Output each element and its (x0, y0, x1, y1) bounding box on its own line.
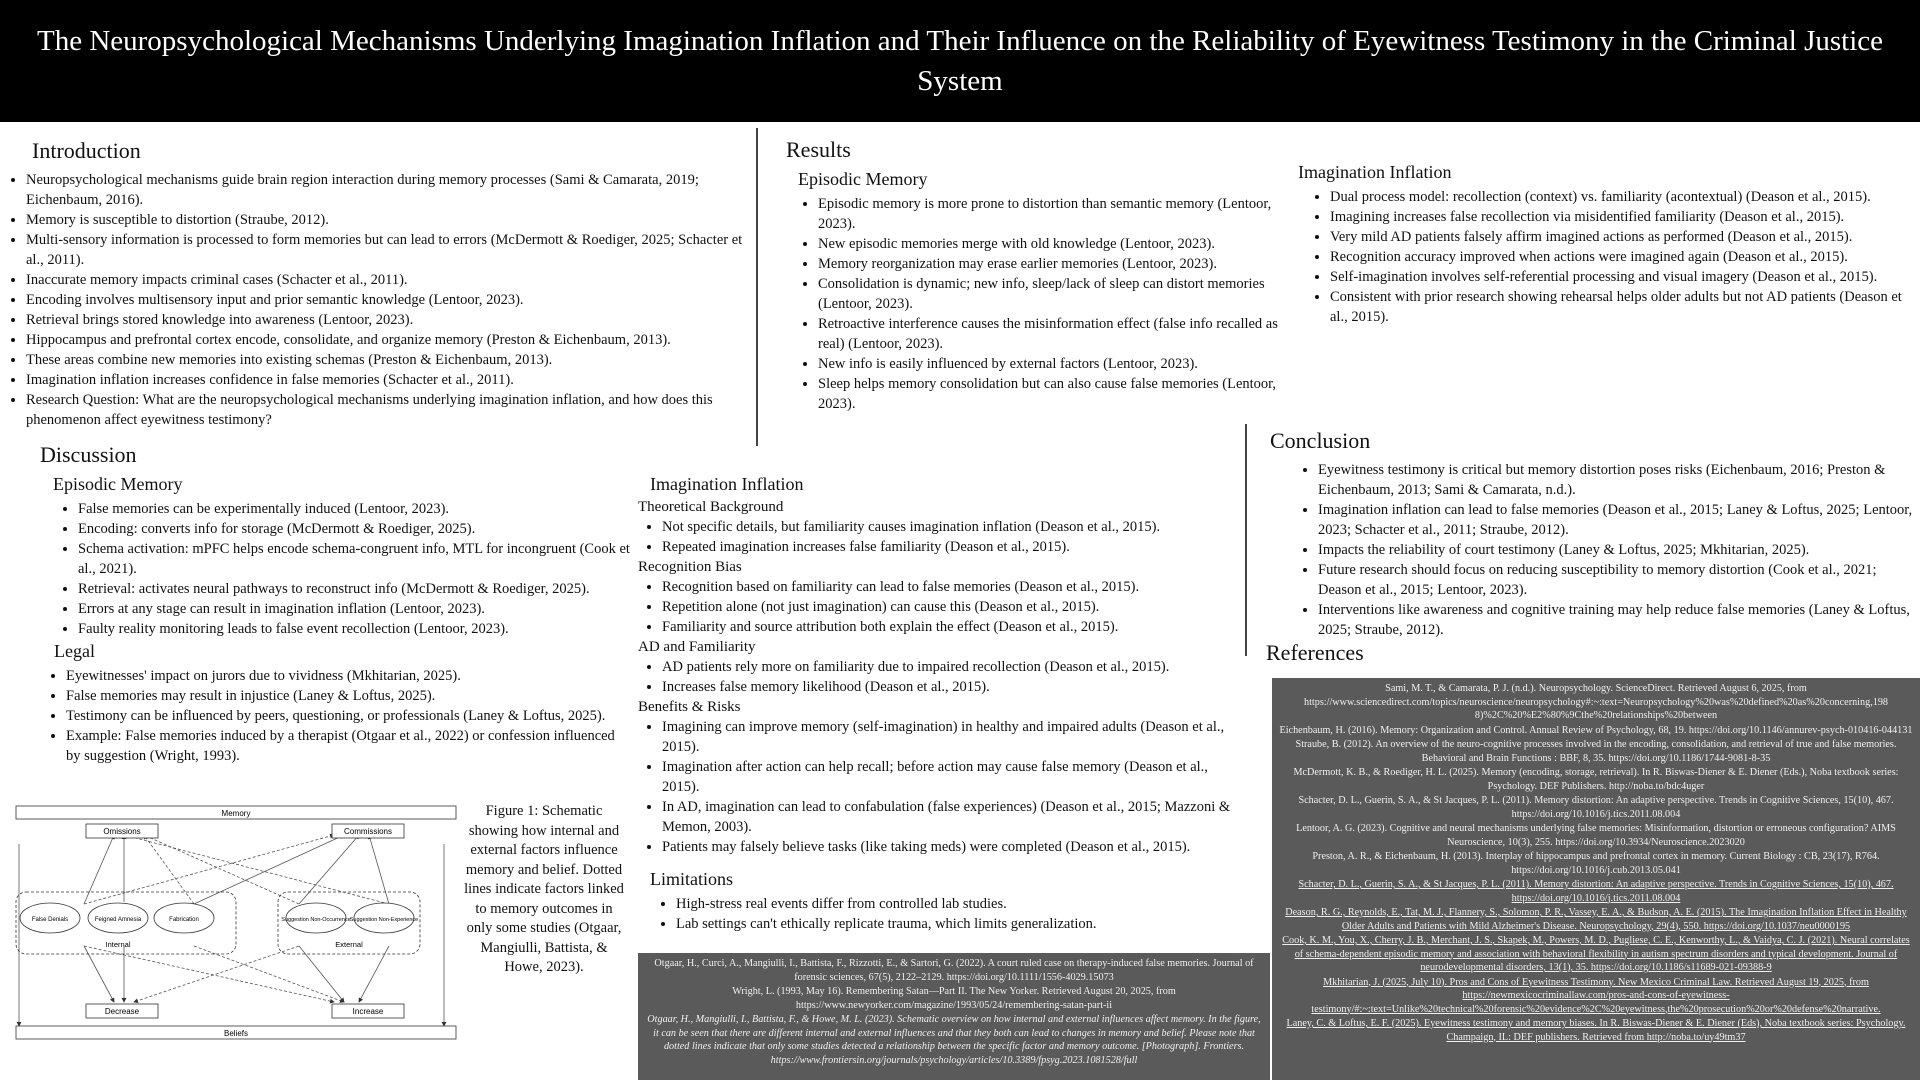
beliefs-label: Beliefs (223, 1029, 249, 1038)
list-item: • In AD, imagination can lead to confabulation (false experiences) (Deason et al., 2015; Mazzoni & Memon, 2003). (662, 797, 1248, 837)
reference-entry: Schacter, D. L., Guerin, S. A., & St Jacques, P. L. (2011). Memory distortion: An adaptive perspective. Trends in Cognitive Sciences, 15(10), 467. https://doi.org/10.1016/j.tics.2011.08.004 (1298, 795, 1894, 820)
omissions-label: Omissions (103, 827, 141, 836)
references-section (1266, 640, 1920, 672)
internal-label: Internal (105, 940, 131, 949)
list-item: • Neuropsychological mechanisms guide brain region interaction during memory processes (Sami & Camarata, 2019; Eichenbaum, 2016). (26, 170, 748, 210)
list-item: • New info is easily influenced by external factors (Lentoor, 2023). (818, 354, 1306, 374)
suggestion-non-occurrence-label: Suggestion Non-Occurrence (281, 917, 351, 923)
suggestion-non-experience-label: Suggestion Non-Experience (349, 917, 419, 923)
list-item: • Recognition based on familiarity can lead to false memories (Deason et al., 2015). (662, 577, 1248, 597)
list-item: • Example: False memories induced by a therapist (Otgaar et al., 2022) or confession influenced by suggestion (Wright, 1993). (66, 726, 630, 766)
theoretical-list (638, 517, 1248, 557)
results-imagination-heading: Imagination Inflation (1298, 162, 1452, 182)
fabrication-label: Fabrication (169, 917, 199, 923)
figure-1 (14, 804, 460, 1044)
ad-familiarity-list (638, 657, 1248, 697)
list-item: • Lab settings can't ethically replicate trauma, which limits generalization. (676, 914, 1248, 934)
divider (756, 128, 758, 446)
reference-entry: Laney, C. & Loftus, E. F. (2025). Eyewitness testimony and memory biases. In R. Biswas-Diener & E. Diener (Eds), Noba textbook series: Psychology. Champaign, IL: DEF publishers. Retrieved from http://noba.to/uy49tm37 (1286, 1018, 1906, 1043)
list-item: • Future research should focus on reducing susceptibility to memory distortion (Cook et al., 2021; Deason et al., 2015; Lentoor, 2023). (1318, 560, 1915, 600)
reference-entry: Eichenbaum, H. (2016). Memory: Organization and Control. Annual Review of Psychology, 68, 19. https://doi.org/10.1146/annurev-psych-010416-044131 (1279, 724, 1913, 736)
references-box (1272, 678, 1920, 1080)
list-item: • Increases false memory likelihood (Deason et al., 2015). (662, 677, 1248, 697)
discussion-imagination-section (638, 474, 1248, 934)
introduction-heading: Introduction (32, 138, 141, 163)
false-denials-label: False Denials (31, 917, 69, 923)
commissions-label: Commissions (343, 827, 393, 836)
results-imagination-list (1298, 187, 1908, 327)
discussion-episodic-list (10, 499, 630, 639)
poster-header (0, 0, 1920, 122)
feigned-amnesia-label: Feigned Amnesia (94, 917, 142, 923)
subheading: AD and Familiarity (638, 639, 756, 655)
reference-entry: Otgaar, H., Curci, A., Mangiulli, I., Battista, F., Rizzotti, E., & Sartori, G. (2022). A court ruled case on therapy-induced false memories. Journal of forensic sciences, 67(5), 2122–2129. https://doi.org/10.1111/1556-4029.15073 (654, 958, 1254, 983)
limitations-heading: Limitations (650, 869, 733, 889)
subheading: Theoretical Background (638, 499, 784, 515)
list-item: • Encoding: converts info for storage (McDermott & Roediger, 2025). (78, 519, 630, 539)
list-item: • Schema activation: mPFC helps encode schema-congruent info, MTL for incongruent (Cook et al., 2021). (78, 539, 630, 579)
memory-label: Memory (221, 809, 251, 818)
list-item: • Imagining can improve memory (self-imagination) in healthy and impaired adults (Deason et al., 2015). (662, 717, 1248, 757)
figure-caption: Figure 1: Schematic showing how internal and external factors influence memory and belief. Dotted lines indicate factors linked to memory outcomes in only some studies (Otgaar, Mangiulli, Battista, & Howe, 2023). (464, 803, 624, 975)
increase-label: Increase (352, 1007, 384, 1016)
reference-entry: Schacter, D. L., Guerin, S. A., & St Jacques, P. L. (2011). Memory distortion: An adaptive perspective. Trends in Cognitive Sciences, 15(10), 467. https://doi.org/10.1016/j.tics.2011.08.004 (1298, 879, 1894, 904)
list-item: • False memories may result in injustice (Laney & Loftus, 2025). (66, 686, 630, 706)
list-item: • Imagination after action can help recall; before action may cause false memory (Deason et al., 2015). (662, 757, 1248, 797)
reference-entry: Preston, A. R., & Eichenbaum, H. (2013). Interplay of hippocampus and prefrontal cortex in memory. Current Biology : CB, 23(17), R764. https://doi.org/10.1016/j.cub.2013.05.041 (1312, 851, 1880, 876)
reference-entry: Straube, B. (2012). An overview of the neuro-cognitive processes involved in the encoding, consolidation, and retrieval of true and false memories. Behavioral and Brain Functions : BBF, 8, 35. https://doi.org/10.1186/1744-9081-8-35 (1295, 739, 1897, 764)
list-item: • Recognition accuracy improved when actions were imagined again (Deason et al., 2015). (1330, 247, 1908, 267)
list-item: • Retrieval: activates neural pathways to reconstruct info (McDermott & Roediger, 2025). (78, 579, 630, 599)
list-item: • Testimony can be influenced by peers, questioning, or professionals (Laney & Loftus, 2025). (66, 706, 630, 726)
list-item: • Sleep helps memory consolidation but can also cause false memories (Lentoor, 2023). (818, 374, 1306, 414)
list-item: • Repetition alone (not just imagination) can cause this (Deason et al., 2015). (662, 597, 1248, 617)
list-item: • Faulty reality monitoring leads to false event recollection (Lentoor, 2023). (78, 619, 630, 639)
decrease-label: Decrease (104, 1007, 140, 1016)
recognition-bias-list (638, 577, 1248, 637)
list-item: • Dual process model: recollection (context) vs. familiarity (acontextual) (Deason et al., 2015). (1330, 187, 1908, 207)
list-item: • Episodic memory is more prone to distortion than semantic memory (Lentoor, 2023). (818, 194, 1306, 234)
list-item: • Hippocampus and prefrontal cortex encode, consolidate, and organize memory (Preston & Eichenbaum, 2013). (26, 330, 748, 350)
list-item: • Consistent with prior research showing rehearsal helps older adults but not AD patients (Deason et al., 2015). (1330, 287, 1908, 327)
list-item: • Research Question: What are the neuropsychological mechanisms underlying imagination inflation, and how does this phenomenon affect eyewitness testimony? (26, 390, 748, 430)
list-item: • Patients may falsely believe tasks (like taking meds) were completed (Deason et al., 2015). (662, 837, 1248, 857)
reference-entry: Cook, K. M., You, X., Cherry, J. B., Merchant, J. S., Skapek, M., Powers, M. D., Pugliese, C. E., Kenworthy, L., & Vaidya, C. J. (2021). Neural correlates of schema-dependent episodic memory and association with behavioral flexibility in autism spectrum disorders and typical development. Journal of neurodevelopmental disorders, 13(1), 35. https://doi.org/10.1186/s11689-021-09388-9 (1282, 935, 1910, 973)
reference-entry: Deason, R. G., Reynolds, E., Tat, M. J., Flannery, S., Solomon, P. R., Vassey, E. A., & Budson, A. E. (2015). The Imagination Inflation Effect in Healthy Older Adults and Patients with Mild Alzheimer's Disease. Neuropsychology, 29(4), 550. https://doi.org/10.1037/neu0000195 (1285, 907, 1907, 932)
reference-entry: Sami, M. T., & Camarata, P. J. (n.d.). Neuropsychology. ScienceDirect. Retrieved August 6, 2025, from https://www.sciencedirect.com/topics/neuroscience/neuropsychology#:~:text=Neuropsychology%20was%20defined%20as%20concerning,198 8)%2C%20%E2%80%9Cthe%20relationships%20between (1303, 683, 1889, 721)
conclusion-list (1270, 460, 1915, 640)
list-item: • Retroactive interference causes the misinformation effect (false info recalled as real) (Lentoor, 2023). (818, 314, 1306, 354)
list-item: • Imagination inflation increases confidence in false memories (Schacter et al., 2011). (26, 370, 748, 390)
list-item: • Consolidation is dynamic; new info, sleep/lack of sleep can distort memories (Lentoor, 2023). (818, 274, 1306, 314)
list-item: • High-stress real events differ from controlled lab studies. (676, 894, 1248, 914)
list-item: • Self-imagination involves self-referential processing and visual imagery (Deason et al., 2015). (1330, 267, 1908, 287)
list-item: • Familiarity and source attribution both explain the effect (Deason et al., 2015). (662, 617, 1248, 637)
conclusion-heading: Conclusion (1270, 428, 1371, 453)
discussion-section (10, 442, 630, 766)
list-item: • Memory is susceptible to distortion (Straube, 2012). (26, 210, 748, 230)
list-item: • Memory reorganization may erase earlier memories (Lentoor, 2023). (818, 254, 1306, 274)
subheading: Recognition Bias (638, 559, 742, 575)
reference-entry: McDermott, K. B., & Roediger, H. L. (2025). Memory (encoding, storage, retrieval). In R. Biswas-Diener & E. Diener (Eds.), Noba textbook series: Psychology. DEF Publishers. http://noba.to/bdc4uger (1293, 767, 1899, 792)
results-episodic-heading: Episodic Memory (798, 169, 928, 189)
reference-entry: Lentoor, A. G. (2023). Cognitive and neural mechanisms underlying false memories: Misinformation, distortion or erroneous configuration? AIMS Neuroscience, 10(3), 255. https://doi.org/10.3934/Neuroscience.2023020 (1296, 823, 1896, 848)
list-item: • New episodic memories merge with old knowledge (Lentoor, 2023). (818, 234, 1306, 254)
list-item: • Eyewitnesses' impact on jurors due to vividness (Mkhitarian, 2025). (66, 666, 630, 686)
list-item: • Errors at any stage can result in imagination inflation (Lentoor, 2023). (78, 599, 630, 619)
poster-title: The Neuropsychological Mechanisms Underlying Imagination Inflation and Their Influence on the Reliability of Eyewitness Testimony in the Criminal Justice System (36, 25, 1884, 97)
list-item: • Imagination inflation can lead to false memories (Deason et al., 2015; Laney & Loftus, 2025; Lentoor, 2023; Schacter et al., 2011; Straube, 2012). (1318, 500, 1915, 540)
list-item: • Encoding involves multisensory input and prior semantic knowledge (Lentoor, 2023). (26, 290, 748, 310)
list-item: • Interventions like awareness and cognitive training may help reduce false memories (Laney & Loftus, 2025; Straube, 2012). (1318, 600, 1915, 640)
discussion-legal-list (10, 666, 630, 766)
list-item: • These areas combine new memories into existing schemas (Preston & Eichenbaum, 2013). (26, 350, 748, 370)
external-label: External (335, 940, 363, 949)
list-item: • Imagining increases false recollection via misidentified familiarity (Deason et al., 2015). (1330, 207, 1908, 227)
reference-entry: Otgaar, H., Mangiulli, I., Battista, F., & Howe, M. L. (2023). Schematic overview on how internal and external influences affect memory. In the figure, it can be seen that there are different internal and external influences and that they both can lead to changes in memory and belief. Please note that dotted lines indicate that only some studies detected a relationship between the specific factor and memory outcome. [Photograph]. Frontiers. https://www.frontiersin.org/journals/psychology/articles/10.3389/fpsyg.2023.1081528/full (647, 1014, 1261, 1066)
introduction-section (8, 138, 748, 430)
introduction-list (8, 170, 748, 430)
memory-schematic-diagram (14, 804, 460, 1044)
list-item: • Retrieval brings stored knowledge into awareness (Lentoor, 2023). (26, 310, 748, 330)
discussion-legal-heading: Legal (54, 641, 95, 661)
conclusion-section (1270, 428, 1915, 640)
reference-entry: Mkhitarian, J. (2025, July 10). Pros and Cons of Eyewitness Testimony. New Mexico Criminal Law. Retrieved August 19, 2025, from https://newmexicocriminallaw.com/pros-and-cons-of-eyewitness-testimony/#:~:text=Unlike%20technical%20forensic%20evidence%2C%20eyewitness,the%20prosecution%20or%20defense%20narrative. (1311, 976, 1881, 1015)
references-heading: References (1266, 640, 1364, 665)
list-item: • Repeated imagination increases false familiarity (Deason et al., 2015). (662, 537, 1248, 557)
results-heading: Results (786, 137, 851, 162)
list-item: • Not specific details, but familiarity causes imagination inflation (Deason et al., 2015). (662, 517, 1248, 537)
reference-entry: Wright, L. (1993, May 16). Remembering Satan—Part II. The New Yorker. Retrieved August 20, 2025, from https://www.newyorker.com/magazine/1993/05/24/remembering-satan-part-ii (732, 986, 1176, 1011)
list-item: • Multi-sensory information is processed to form memories but can lead to errors (McDermott & Roediger, 2025; Schacter et al., 2011). (26, 230, 748, 270)
list-item: • AD patients rely more on familiarity due to impaired recollection (Deason et al., 2015). (662, 657, 1248, 677)
subheading: Benefits & Risks (638, 699, 741, 715)
list-item: • Eyewitness testimony is critical but memory distortion poses risks (Eichenbaum, 2016; Preston & Eichenbaum, 2013; Sami & Camarata, n.d.). (1318, 460, 1915, 500)
list-item: • Impacts the reliability of court testimony (Laney & Loftus, 2025; Mkhitarian, 2025). (1318, 540, 1915, 560)
list-item: • Very mild AD patients falsely affirm imagined actions as performed (Deason et al., 2015). (1330, 227, 1908, 247)
figure-references-box (638, 953, 1270, 1080)
results-section (786, 137, 1306, 414)
discussion-heading: Discussion (40, 442, 137, 467)
list-item: • Inaccurate memory impacts criminal cases (Schacter et al., 2011). (26, 270, 748, 290)
results-imagination-section (1298, 162, 1908, 327)
benefits-risks-list (638, 717, 1248, 857)
discussion-imagination-heading: Imagination Inflation (650, 474, 804, 494)
limitations-list (638, 894, 1248, 934)
list-item: • False memories can be experimentally induced (Lentoor, 2023). (78, 499, 630, 519)
discussion-episodic-heading: Episodic Memory (53, 474, 183, 494)
results-episodic-list (786, 194, 1306, 414)
